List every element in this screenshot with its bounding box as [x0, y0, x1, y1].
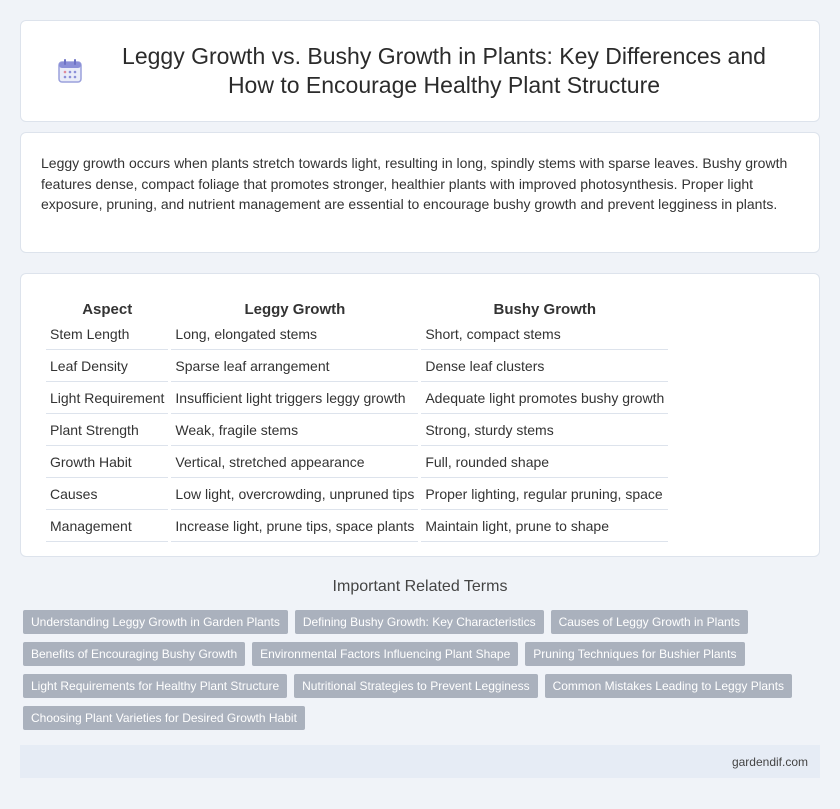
table-cell: Dense leaf clusters [421, 352, 668, 382]
table-cell: Low light, overcrowding, unpruned tips [171, 480, 418, 510]
table-row [46, 480, 668, 510]
intro-card [20, 132, 820, 253]
footer [20, 745, 820, 778]
table-cell: Short, compact stems [421, 320, 668, 350]
table-cell: Increase light, prune tips, space plants [171, 512, 418, 542]
calendar-icon [56, 57, 84, 85]
related-tag[interactable]: Environmental Factors Influencing Plant Shape [252, 642, 518, 666]
related-tag[interactable]: Benefits of Encouraging Bushy Growth [23, 642, 245, 666]
table-cell: Proper lighting, regular pruning, space [421, 480, 668, 510]
table-cell: Management [46, 512, 168, 542]
table-row [46, 320, 668, 350]
table-row [46, 416, 668, 446]
footer-site-link[interactable]: gardendif.com [731, 754, 808, 769]
comparison-table [43, 296, 671, 544]
table-header-row [46, 298, 668, 318]
header-card [20, 20, 820, 122]
page-title: Leggy Growth vs. Bushy Growth in Plants: Key Differences and How to Encourage Healthy Plant Structure [122, 43, 766, 98]
table-cell: Weak, fragile stems [171, 416, 418, 446]
related-tag[interactable]: Causes of Leggy Growth in Plants [551, 610, 748, 634]
related-tag[interactable]: Understanding Leggy Growth in Garden Plants [23, 610, 288, 634]
table-cell: Full, rounded shape [421, 448, 668, 478]
related-tag[interactable]: Choosing Plant Varieties for Desired Growth Habit [23, 706, 305, 730]
column-header-bushy: Bushy Growth [493, 301, 597, 318]
table-row [46, 512, 668, 542]
comparison-card [20, 273, 820, 557]
table-cell: Insufficient light triggers leggy growth [171, 384, 418, 414]
table-cell: Adequate light promotes bushy growth [421, 384, 668, 414]
related-tag[interactable]: Defining Bushy Growth: Key Characteristics [295, 610, 544, 634]
table-cell: Plant Strength [46, 416, 168, 446]
table-cell: Vertical, stretched appearance [171, 448, 418, 478]
table-cell: Causes [46, 480, 168, 510]
title-wrap [16, 42, 824, 100]
related-tag[interactable]: Nutritional Strategies to Prevent Legginess [294, 674, 537, 698]
table-row [46, 384, 668, 414]
related-terms-title: Important Related Terms [332, 578, 508, 595]
table-cell: Leaf Density [46, 352, 168, 382]
table-cell: Maintain light, prune to shape [421, 512, 668, 542]
intro-text: Leggy growth occurs when plants stretch towards light, resulting in long, spindly stems with sparse leaves. Bushy growth features dense, compact foliage that promotes stronger, healthier plants with improved photosynthesis. Proper light exposure, pruning, and nutrient management are essential to encourage bushy growth and prevent legginess in plants. [41, 155, 788, 212]
column-header-aspect: Aspect [82, 301, 133, 318]
table-cell: Sparse leaf arrangement [171, 352, 418, 382]
table-cell: Light Requirement [46, 384, 168, 414]
table-cell: Strong, sturdy stems [421, 416, 668, 446]
table-row [46, 352, 668, 382]
related-terms-tags [23, 610, 823, 730]
table-row [46, 448, 668, 478]
related-tag[interactable]: Light Requirements for Healthy Plant Structure [23, 674, 287, 698]
table-cell: Growth Habit [46, 448, 168, 478]
column-header-leggy: Leggy Growth [244, 301, 346, 318]
table-cell: Long, elongated stems [171, 320, 418, 350]
related-tag[interactable]: Common Mistakes Leading to Leggy Plants [545, 674, 792, 698]
table-cell: Stem Length [46, 320, 168, 350]
related-tag[interactable]: Pruning Techniques for Bushier Plants [525, 642, 744, 666]
